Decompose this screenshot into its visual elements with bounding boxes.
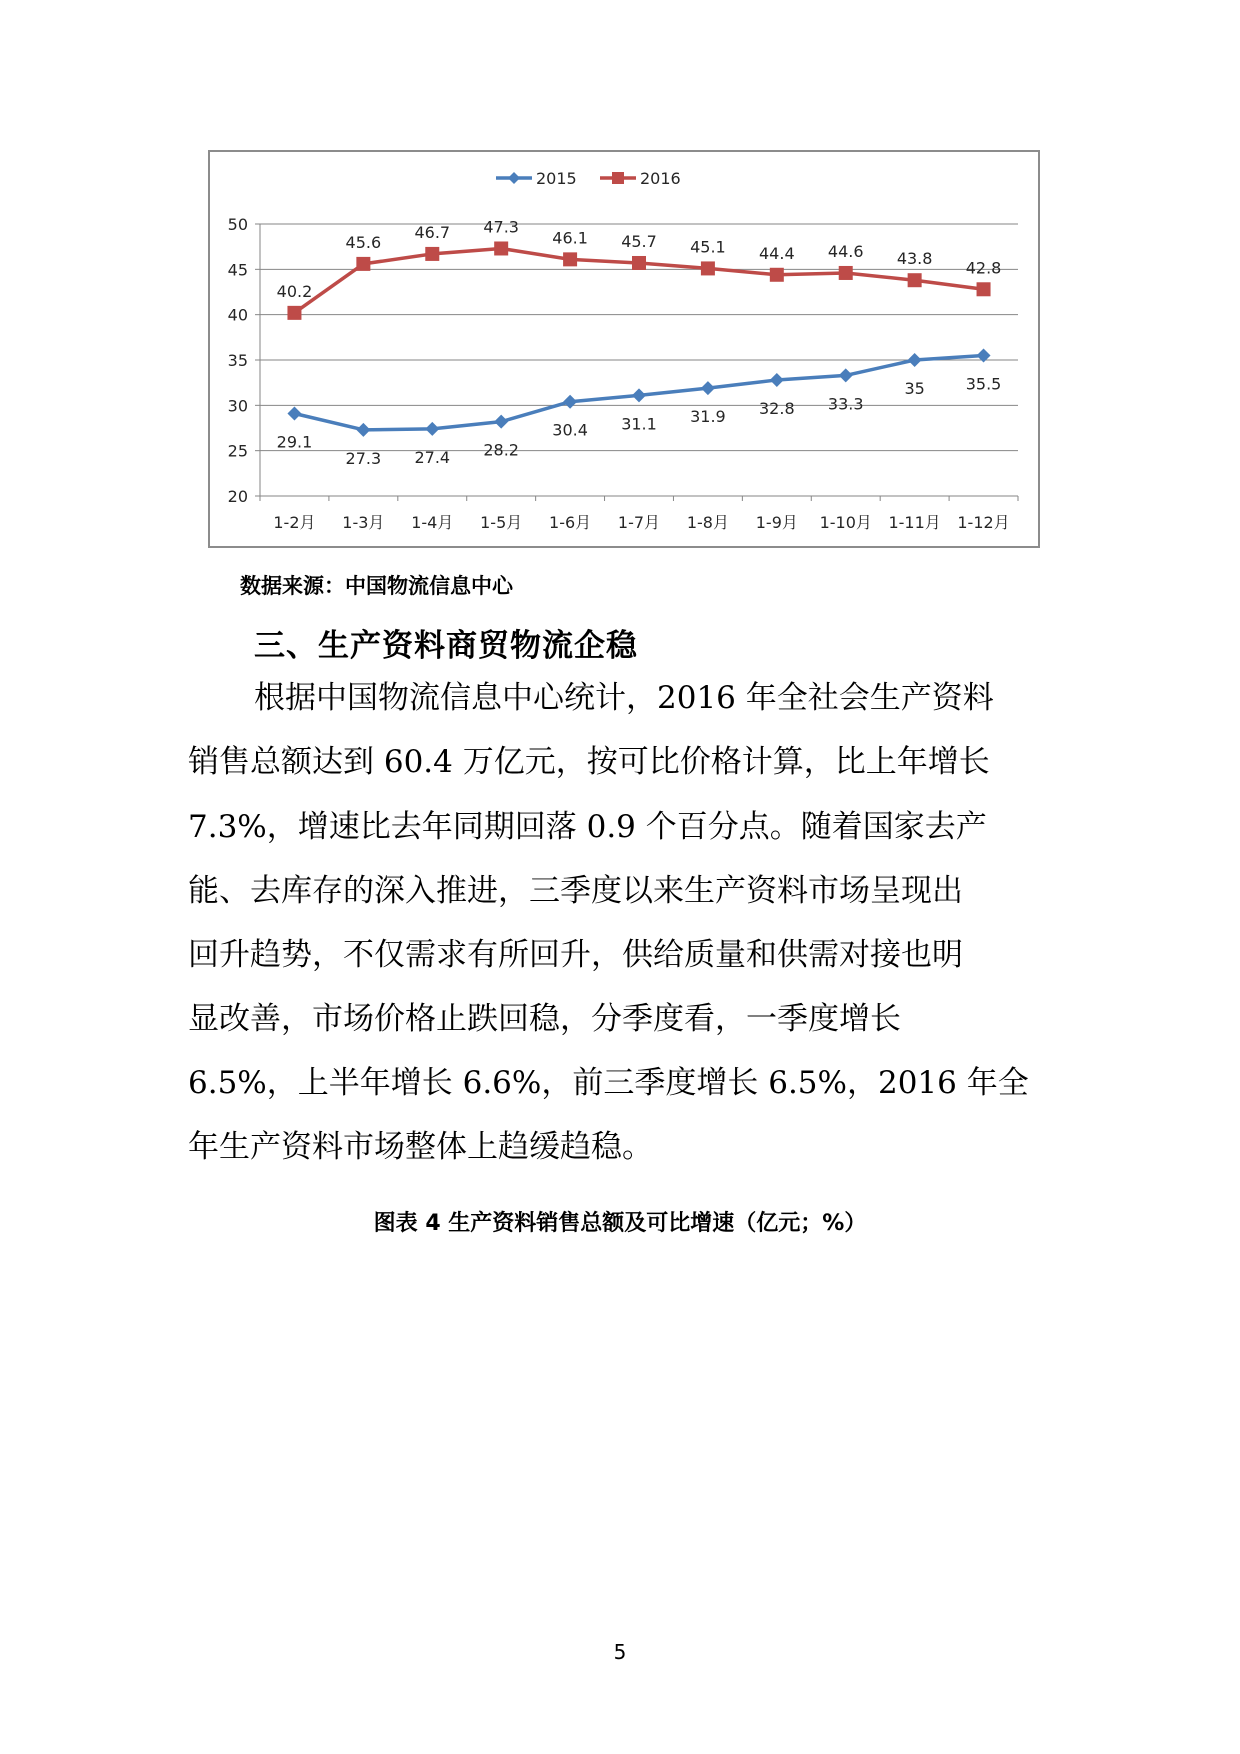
y-tick-label: 20: [227, 487, 248, 506]
data-label-2015: 35: [904, 379, 925, 398]
figure-caption: 图表 4 生产资料销售总额及可比增速（亿元；%）: [373, 1211, 867, 1236]
data-point-2016: [563, 252, 577, 266]
paragraph-line-8: 年生产资料市场整体上趋缓趋稳。: [188, 1129, 653, 1165]
data-point-2015: [425, 422, 439, 436]
x-tick-label: 1-6月: [549, 513, 592, 532]
x-tick-label: 1-2月: [273, 513, 316, 532]
data-point-2016: [839, 266, 853, 280]
data-point-2016: [632, 256, 646, 270]
x-tick-label: 1-11月: [888, 513, 941, 532]
legend-marker-2016: [612, 172, 624, 184]
data-label-2015: 35.5: [965, 374, 1002, 394]
x-tick-label: 1-3月: [342, 513, 385, 532]
paragraph-line-3: 7.3%，增速比去年同期回落 0.9 个百分点。随着国家去产: [188, 809, 987, 845]
data-label-2015: 30.4: [552, 420, 588, 440]
x-tick-label: 1-4月: [411, 513, 454, 532]
data-label-2015: 28.2: [483, 440, 519, 460]
section-heading: 三、生产资料商贸物流企稳: [254, 628, 638, 664]
data-point-2015: [356, 423, 370, 437]
data-label-2016: 44.6: [827, 241, 864, 261]
line-chart: [208, 150, 1040, 548]
y-tick-label: 25: [227, 441, 248, 461]
paragraph-line-7: 6.5%，上半年增长 6.6%，前三季度增长 6.5%，2016 年全: [188, 1065, 1029, 1101]
paragraph-line-2: 销售总额达到 60.4 万亿元，按可比价格计算，比上年增长: [188, 744, 990, 780]
data-point-2016: [908, 273, 922, 287]
data-point-2016: [425, 247, 439, 261]
y-tick-label: 40: [227, 305, 248, 325]
chart-svg: [210, 152, 1038, 546]
x-tick-label: 1-9月: [755, 513, 798, 532]
x-tick-label: 1-7月: [617, 513, 661, 532]
data-label-2015: 27.3: [345, 448, 382, 468]
paragraph-line-1: 根据中国物流信息中心统计，2016 年全社会生产资料: [254, 680, 994, 716]
y-tick-label: 30: [227, 396, 248, 416]
x-tick-label: 1-8月: [686, 513, 729, 532]
data-label-2016: 42.8: [965, 258, 1002, 278]
x-tick-label: 1-10月: [819, 513, 872, 532]
data-label-2015: 31.9: [690, 407, 726, 427]
data-point-2015: [563, 395, 577, 409]
data-point-2016: [701, 261, 715, 275]
data-label-2016: 44.4: [759, 243, 795, 263]
data-label-2015: 27.4: [414, 447, 451, 467]
data-label-2015: 29.1: [276, 432, 313, 452]
data-point-2015: [908, 353, 922, 367]
x-tick-label: 1-5月: [480, 513, 523, 532]
data-point-2016: [494, 241, 508, 255]
y-tick-label: 50: [227, 215, 248, 234]
data-point-2015: [632, 388, 646, 402]
data-label-2015: 32.8: [759, 398, 795, 418]
data-point-2015: [839, 368, 853, 382]
data-label-2015: 31.1: [621, 414, 657, 434]
data-label-2016: 43.8: [896, 249, 933, 269]
legend-label-2015: 2015: [536, 169, 577, 188]
paragraph-line-4: 能、去库存的深入推进，三季度以来生产资料市场呈现出: [188, 873, 963, 909]
legend-label-2016: 2016: [640, 169, 681, 188]
data-point-2015: [494, 415, 508, 429]
data-label-2016: 45.6: [345, 232, 382, 252]
y-tick-label: 45: [227, 260, 248, 280]
data-point-2015: [287, 406, 301, 420]
data-label-2016: 47.3: [483, 217, 519, 237]
data-point-2016: [770, 268, 784, 282]
data-point-2016: [356, 257, 370, 271]
data-label-2016: 45.7: [621, 231, 657, 251]
data-point-2015: [701, 381, 715, 395]
x-tick-label: 1-12月: [957, 513, 1010, 532]
y-tick-label: 35: [227, 351, 248, 370]
paragraph-line-6: 显改善，市场价格止跌回稳，分季度看，一季度增长: [188, 1001, 901, 1037]
data-label-2016: 46.1: [552, 228, 588, 248]
legend-marker-2015: [508, 172, 520, 184]
data-label-2016: 45.1: [690, 237, 726, 257]
data-label-2015: 33.3: [827, 394, 864, 414]
data-point-2016: [977, 282, 991, 296]
data-label-2016: 46.7: [414, 222, 451, 242]
page-number: 5: [613, 1640, 627, 1664]
data-point-2016: [287, 306, 301, 320]
source-note: 数据来源：中国物流信息中心: [240, 574, 513, 598]
data-label-2016: 40.2: [276, 281, 313, 301]
paragraph-line-5: 回升趋势，不仅需求有所回升，供给质量和供需对接也明: [188, 937, 963, 973]
data-point-2015: [770, 373, 784, 387]
